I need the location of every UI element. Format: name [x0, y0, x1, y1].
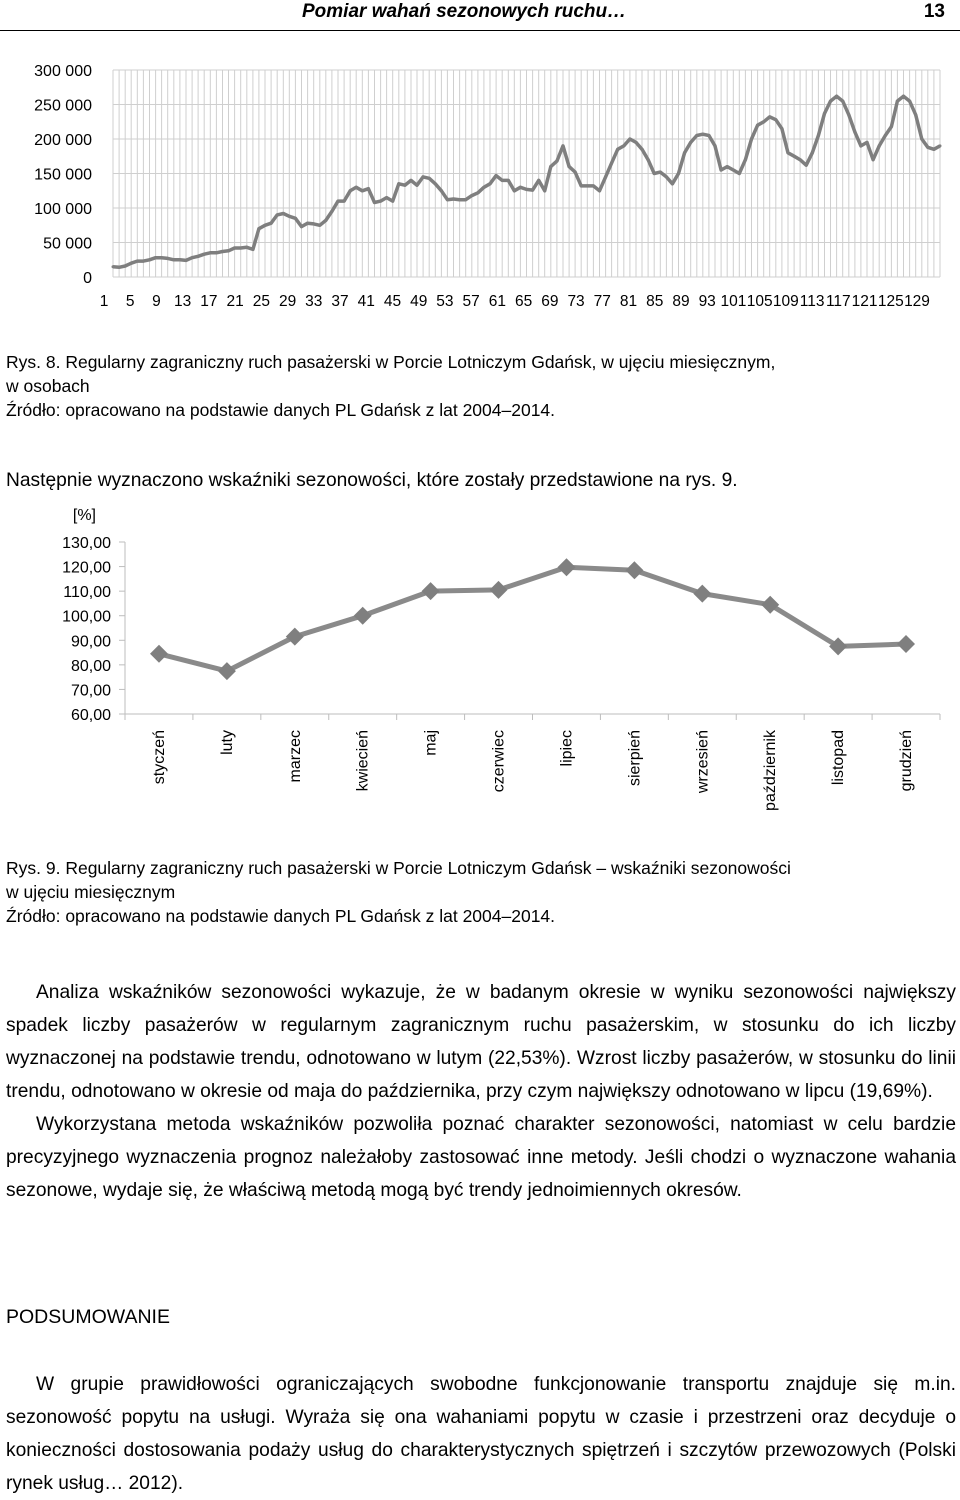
data-point — [203, 253, 206, 256]
data-point — [391, 200, 394, 203]
x-tick-label: 89 — [672, 293, 690, 310]
data-point — [197, 255, 200, 258]
data-point — [635, 141, 638, 144]
data-point — [939, 144, 942, 147]
data-point — [482, 186, 485, 189]
data-point — [720, 169, 723, 172]
series-line — [159, 567, 906, 671]
data-marker — [693, 585, 711, 603]
data-point — [847, 113, 850, 116]
x-tick-label: 17 — [200, 293, 218, 310]
data-point — [367, 187, 370, 190]
data-point — [160, 256, 163, 259]
y-tick-label: 150 000 — [34, 166, 92, 184]
data-point — [750, 138, 753, 141]
data-point — [926, 146, 929, 149]
x-tick-label: 117 — [825, 293, 851, 310]
data-point — [270, 222, 273, 225]
data-point — [403, 184, 406, 187]
data-point — [264, 224, 267, 227]
data-point — [154, 256, 157, 259]
summary-heading: PODSUMOWANIE — [6, 1306, 170, 1328]
data-point — [707, 134, 710, 137]
x-tick-label: 53 — [436, 293, 454, 310]
data-point — [306, 222, 309, 225]
data-point — [683, 151, 686, 154]
data-point — [464, 198, 467, 201]
data-point — [349, 189, 352, 192]
data-point — [835, 95, 838, 98]
data-point — [866, 141, 869, 144]
data-point — [373, 201, 376, 204]
data-point — [659, 171, 662, 174]
x-tick-label: 73 — [567, 293, 585, 310]
data-point — [787, 151, 790, 154]
data-point — [251, 248, 254, 251]
summary-paragraph: W grupie prawidłowości ograniczających swobodne funkcjonowanie transportu znajduje się m.in. sezonowość popytu na usługi. Wyraża się ona wahaniami popytu w czasie i przestrzeni oraz decyduje o konieczności dostosowania podaży usług do charakterystycznych spiętrzeń i szczytów przewozowych (Polski rynek usług… 2012). — [6, 1374, 956, 1494]
data-point — [853, 131, 856, 134]
data-point — [549, 165, 552, 168]
data-point — [586, 184, 589, 187]
data-point — [671, 182, 674, 185]
data-point — [641, 148, 644, 151]
data-point — [276, 213, 279, 216]
data-point — [178, 258, 181, 261]
x-category-label: wrzesień — [694, 730, 712, 794]
x-tick-label: 121 — [851, 293, 878, 310]
data-point — [823, 112, 826, 115]
data-point — [859, 144, 862, 147]
x-tick-label: 81 — [619, 293, 638, 310]
data-point — [920, 138, 923, 141]
data-point — [592, 184, 595, 187]
y-tick-label: 200 000 — [34, 132, 92, 149]
y-tick-label: 100,00 — [62, 608, 111, 626]
data-point — [118, 266, 121, 269]
data-point — [562, 144, 565, 147]
data-point — [805, 164, 808, 167]
data-point — [385, 196, 388, 199]
data-point — [355, 186, 358, 189]
data-point — [124, 265, 127, 268]
summary-section — [6, 1368, 956, 1500]
data-point — [568, 165, 571, 168]
y-tick-label: 60,00 — [70, 707, 111, 724]
x-tick-label: 25 — [252, 293, 270, 310]
data-point — [324, 219, 327, 222]
data-marker — [354, 607, 372, 625]
body-paragraph-1: Analiza wskaźników sezonowości wykazuje, że w badanym okresie w wyniku sezonowości największy spadek liczby pasażerów w regularnym zagranicznym ruchu pasażerskim, w stosunku do ich liczby wyznaczonej na podstawie trendu, odnotowano w lutym (22,53%). Wzrost liczby pasażerów, w stosunku do linii trendu, odnotowano w okresie od maja do października, przy czym największy odnotowano w lipcu (19,69%). — [6, 982, 956, 1102]
intro-paragraph — [6, 464, 956, 497]
x-tick-label: 13 — [174, 293, 192, 310]
data-point — [446, 198, 449, 201]
x-tick-label: 61 — [488, 293, 507, 310]
data-point — [525, 188, 528, 191]
data-point — [817, 134, 820, 137]
y-tick-label: 90,00 — [70, 633, 111, 651]
x-tick-label: 129 — [904, 293, 930, 310]
data-point — [148, 258, 151, 261]
y-axis-label: [%] — [72, 507, 96, 524]
data-point — [884, 134, 887, 137]
x-category-label: kwiecień — [354, 730, 372, 792]
y-tick-label: 0 — [83, 270, 92, 287]
data-point — [233, 247, 236, 250]
data-point — [774, 118, 777, 121]
data-marker — [490, 581, 508, 599]
x-category-label: październik — [762, 730, 780, 811]
x-tick-label: 113 — [799, 293, 825, 310]
x-tick-label: 57 — [462, 293, 480, 310]
x-tick-label: 1 — [99, 293, 109, 310]
data-point — [337, 200, 340, 203]
data-point — [799, 158, 802, 161]
data-point — [501, 179, 504, 182]
data-point — [689, 141, 692, 144]
x-category-label: listopad — [830, 730, 848, 786]
data-point — [829, 100, 832, 103]
data-point — [112, 265, 115, 268]
figure-9-source: Źródło: opracowano na podstawie danych PL Gdańsk z lat 2004–2014. — [6, 906, 556, 926]
data-point — [768, 115, 771, 118]
data-point — [288, 215, 291, 218]
data-point — [416, 184, 419, 187]
data-point — [172, 258, 175, 261]
data-point — [294, 217, 297, 220]
data-marker — [218, 662, 236, 680]
x-category-label: luty — [218, 730, 236, 755]
data-point — [513, 189, 516, 192]
y-tick-label: 80,00 — [70, 657, 111, 675]
data-point — [908, 100, 911, 103]
y-tick-label: 100 000 — [34, 201, 92, 218]
x-tick-label: 5 — [125, 293, 135, 310]
data-point — [452, 198, 455, 201]
data-point — [677, 172, 680, 175]
x-category-label: grudzień — [898, 730, 916, 792]
data-point — [780, 127, 783, 130]
data-point — [130, 262, 133, 265]
data-point — [185, 259, 188, 262]
data-point — [932, 148, 935, 151]
data-point — [574, 171, 577, 174]
data-point — [136, 260, 139, 263]
data-point — [379, 200, 382, 203]
body-text — [6, 976, 956, 1207]
figure-8-source: Źródło: opracowano na podstawie danych PL Gdańsk z lat 2004–2014. — [6, 400, 556, 420]
data-point — [166, 257, 169, 260]
data-point — [142, 260, 145, 263]
data-point — [896, 100, 899, 103]
monthly-passengers-chart — [0, 40, 960, 322]
data-point — [507, 179, 510, 182]
data-point — [793, 155, 796, 158]
y-tick-label: 130,00 — [62, 535, 111, 552]
data-point — [714, 144, 717, 147]
data-point — [811, 151, 814, 154]
x-tick-label: 125 — [877, 293, 904, 310]
data-point — [343, 200, 346, 203]
data-point — [519, 186, 522, 189]
x-tick-label: 45 — [383, 293, 402, 310]
data-point — [665, 175, 668, 178]
data-point — [227, 249, 230, 252]
x-tick-label: 93 — [698, 293, 716, 310]
page-number: 13 — [923, 1, 945, 22]
y-tick-label: 70,00 — [70, 682, 111, 700]
x-tick-label: 85 — [646, 293, 664, 310]
data-point — [647, 158, 650, 161]
data-point — [738, 172, 741, 175]
data-point — [245, 246, 248, 249]
data-point — [616, 148, 619, 151]
data-point — [470, 194, 473, 197]
data-point — [312, 222, 315, 225]
data-point — [841, 100, 844, 103]
x-tick-label: 65 — [514, 293, 533, 310]
data-point — [653, 172, 656, 175]
x-category-label: sierpień — [626, 730, 644, 787]
running-title: Pomiar wahań sezonowych ruchu… — [302, 1, 627, 22]
x-tick-label: 41 — [357, 293, 375, 310]
x-tick-label: 29 — [278, 293, 297, 310]
figure-8-caption-line: Rys. 8. Regularny zagraniczny ruch pasażerski w Porcie Lotniczym Gdańsk, w ujęciu miesięcznym, — [6, 352, 776, 372]
figure-8-caption-line: w osobach — [6, 376, 90, 396]
x-tick-label: 101 — [720, 293, 747, 310]
y-tick-label: 300 000 — [34, 63, 92, 80]
y-tick-label: 250 000 — [34, 97, 92, 115]
figure-9-caption — [6, 856, 954, 928]
data-point — [878, 144, 881, 147]
data-point — [318, 224, 321, 227]
data-point — [410, 179, 413, 182]
x-tick-label: 109 — [772, 293, 799, 310]
x-category-label: maj — [422, 730, 440, 756]
seasonality-index-chart — [0, 500, 960, 840]
y-tick-label: 120,00 — [62, 559, 111, 577]
x-tick-label: 77 — [593, 293, 611, 310]
data-point — [191, 256, 194, 259]
x-tick-label: 105 — [746, 293, 773, 310]
data-point — [543, 189, 546, 192]
data-point — [422, 175, 425, 178]
data-point — [495, 174, 498, 177]
data-point — [732, 169, 735, 172]
y-tick-label: 110,00 — [63, 584, 111, 602]
data-point — [610, 162, 613, 165]
x-category-label: lipiec — [558, 730, 576, 767]
figure-9-caption-line: Rys. 9. Regularny zagraniczny ruch pasażerski w Porcie Lotniczym Gdańsk – wskaźniki sezonowości — [6, 858, 791, 878]
data-point — [890, 125, 893, 128]
figure-9-caption-line: w ujęciu miesięcznym — [6, 882, 176, 902]
data-marker — [625, 561, 643, 579]
x-tick-label: 49 — [410, 293, 428, 310]
data-point — [361, 189, 364, 192]
x-tick-label: 9 — [152, 293, 161, 310]
figure-8-caption — [6, 350, 954, 422]
data-point — [282, 212, 285, 215]
data-marker — [422, 582, 440, 600]
data-point — [476, 191, 479, 194]
data-point — [580, 184, 583, 187]
x-tick-label: 21 — [226, 293, 244, 310]
data-point — [872, 158, 875, 161]
data-point — [215, 251, 218, 254]
data-point — [701, 133, 704, 136]
x-tick-label: 37 — [331, 293, 349, 310]
data-marker — [558, 558, 576, 576]
data-point — [440, 189, 443, 192]
data-point — [744, 158, 747, 161]
x-category-label: styczeń — [150, 730, 168, 785]
x-tick-label: 69 — [541, 293, 559, 310]
data-point — [622, 144, 625, 147]
data-point — [598, 189, 601, 192]
data-point — [209, 251, 212, 254]
data-point — [604, 175, 607, 178]
data-point — [330, 210, 333, 213]
x-tick-label: 33 — [305, 293, 323, 310]
data-point — [489, 182, 492, 185]
data-point — [762, 120, 765, 123]
intro-text: Następnie wyznaczono wskaźniki sezonowości, które zostały przedstawione na rys. 9. — [6, 470, 738, 491]
data-point — [428, 177, 431, 180]
x-category-label: czerwiec — [490, 730, 508, 793]
data-point — [257, 227, 260, 230]
data-marker — [150, 645, 168, 663]
y-tick-label: 50 000 — [43, 235, 92, 253]
data-point — [531, 189, 534, 192]
data-point — [221, 250, 224, 253]
x-category-label: marzec — [286, 730, 304, 783]
data-point — [695, 134, 698, 137]
data-point — [434, 182, 437, 185]
data-point — [300, 225, 303, 228]
page-header — [0, 0, 960, 31]
data-point — [537, 179, 540, 182]
data-point — [397, 182, 400, 185]
data-marker — [286, 628, 304, 646]
data-point — [555, 160, 558, 163]
data-point — [756, 124, 759, 127]
data-point — [726, 165, 729, 168]
data-point — [902, 95, 905, 98]
data-point — [239, 247, 242, 250]
data-point — [628, 138, 631, 141]
data-marker — [897, 635, 915, 653]
body-paragraph-2: Wykorzystana metoda wskaźników pozwoliła poznać charakter sezonowości, natomiast w celu bardzie precyzyjnego wyznaczenia prognoz należałoby zastosować inne metody. Jeśli chodzi o wyznaczone wahania sezonowe, wydaje się, że właściwą metodą mogą być trendy jednoimiennych okresów. — [6, 1114, 956, 1201]
data-point — [458, 198, 461, 201]
data-point — [914, 113, 917, 116]
